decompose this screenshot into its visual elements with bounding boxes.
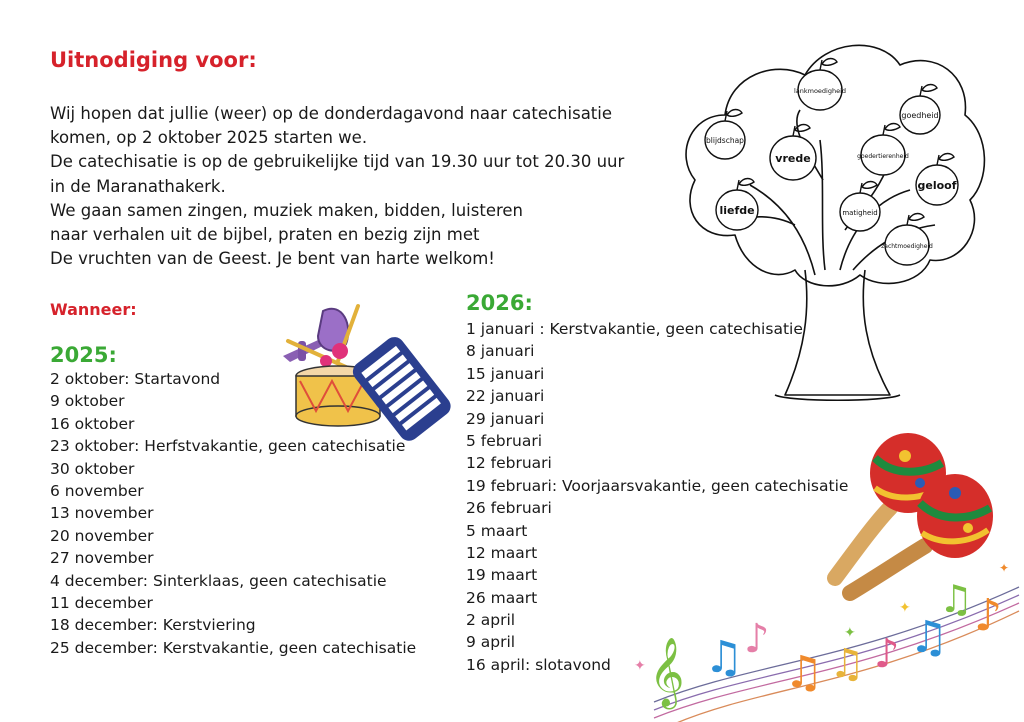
apple-matigheid (840, 182, 880, 232)
fruit-label: goedheid (901, 111, 939, 120)
music-note-icon: ♪ (744, 616, 770, 662)
year-2025-heading: 2025: (50, 343, 117, 367)
intro-line: Wij hopen dat jullie (weer) op de donderdagavond naar catechisatie (50, 104, 613, 123)
date-item: 5 februari (466, 431, 542, 450)
intro-line: We gaan samen zingen, muziek maken, bidden, luisteren (50, 200, 524, 220)
date-item: 25 december: Kerstvakantie, geen catechisatie (50, 638, 417, 657)
apple-zachtmoedigheid (881, 214, 933, 266)
date-item: 26 maart (466, 588, 538, 607)
date-item: 30 oktober (50, 459, 135, 478)
when-heading: Wanneer: (50, 300, 137, 319)
intro-line: De catechisatie is op de gebruikelijke tijd van 19.30 uur tot 20.30 uur (50, 152, 625, 172)
music-note-icon: ♫ (784, 647, 824, 698)
date-item: 4 december: Sinterklaas, geen catechisatie (50, 571, 387, 590)
sparkle-icon: ✦ (844, 625, 856, 641)
fruit-tree-illustration (675, 30, 995, 410)
date-item: 5 maart (466, 521, 528, 540)
date-item: 8 januari (466, 342, 535, 361)
music-note-icon: ♪ (874, 631, 900, 677)
fruit-label: lankmoedigheid (793, 87, 847, 95)
sparkle-icon: ✦ (999, 561, 1010, 575)
date-item: 11 december (50, 593, 153, 612)
date-item: 9 april (466, 633, 516, 652)
intro-line: komen, op 2 oktober 2025 starten we. (50, 128, 368, 148)
date-item: 22 januari (466, 387, 545, 406)
date-item: 12 februari (466, 454, 552, 473)
tree-trunk (785, 270, 890, 395)
instruments-illustration (268, 296, 443, 441)
date-item: 27 november (50, 549, 154, 568)
date-item: 18 december: Kerstviering (50, 616, 256, 635)
fruit-label: goedertierenheid (857, 153, 909, 160)
date-item: 6 november (50, 481, 144, 500)
date-item: 23 oktober: Herfstvakantie, geen catechisatie (50, 437, 406, 456)
date-item: 29 januari (466, 409, 545, 428)
date-item: 20 november (50, 526, 154, 545)
fruit-label: zachtmoedigheid (881, 243, 933, 250)
fruit-label: liefde (719, 204, 755, 217)
fruit-label: vrede (775, 152, 811, 165)
date-item: 26 februari (466, 499, 552, 518)
apple-vrede (770, 125, 816, 181)
apple-goedheid (900, 85, 940, 135)
fruit-label: geloof (917, 179, 957, 192)
fruit-label: matigheid (842, 209, 878, 217)
fruit-label: blijdschap (706, 136, 744, 145)
date-item: 15 januari (466, 364, 545, 383)
date-item: 1 januari : Kerstvakantie, geen catechisatie (466, 320, 803, 338)
date-item: 19 maart (466, 566, 538, 585)
treble-clef-icon: 𝄞 (649, 637, 685, 707)
intro-line: in de Maranathakerk. (50, 176, 226, 196)
apple-goedertierenheid (857, 124, 909, 176)
music-note-icon: ♫ (704, 632, 744, 683)
date-item: 16 oktober (50, 414, 135, 433)
apple-lankmoedigheid (794, 59, 846, 111)
page-title: Uitnodiging voor: (50, 48, 257, 72)
date-item: 16 april: slotavond (466, 655, 611, 674)
intro-paragraph (50, 102, 624, 271)
keyboard-icon (349, 333, 455, 445)
date-item: 19 februari: Voorjaarsvakantie, geen catechisatie (466, 476, 849, 495)
intro-line: De vruchten van de Geest. Je bent van harte welkom! (50, 249, 495, 269)
date-item: 2 april (466, 611, 516, 630)
date-item: 13 november (50, 504, 154, 523)
music-note-icon: ♪ (974, 590, 1003, 641)
sparkle-icon: ✦ (899, 600, 911, 616)
intro-line: naar verhalen uit de bijbel, praten en bezig zijn met (50, 224, 480, 244)
sparkle-icon: ✦ (634, 658, 646, 674)
music-note-icon: ♫ (829, 641, 865, 687)
music-note-icon: ♫ (909, 612, 949, 663)
date-item: 12 maart (466, 543, 538, 562)
year-2026-heading: 2026: (466, 291, 533, 315)
music-note-icon: ♫ (939, 577, 974, 621)
apple-geloof (916, 154, 958, 206)
date-item: 9 oktober (50, 392, 125, 411)
date-item: 2 oktober: Startavond (50, 370, 221, 388)
music-notes-illustration (634, 552, 1024, 722)
